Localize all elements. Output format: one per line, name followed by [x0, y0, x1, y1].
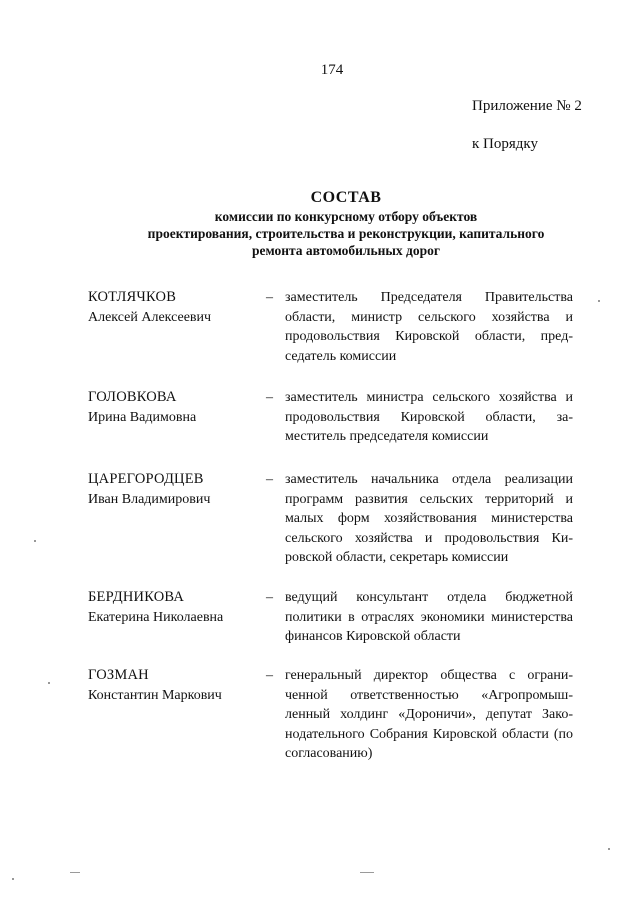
dash-separator: –	[266, 590, 273, 605]
scan-artifact	[598, 300, 600, 302]
document-title	[96, 188, 596, 259]
scan-artifact	[360, 872, 374, 873]
member-surname: ГОЗМАН	[88, 667, 149, 683]
scan-artifact	[12, 878, 14, 880]
member-name	[88, 666, 263, 705]
appendix-line-2: к Порядку	[472, 136, 538, 152]
member-description: генеральный директор общества с ограниченной ответственностью «Агропромышленный холдинг «Дороничи», депутат Законодательного Собрания Кировской области (по согласованию)	[285, 668, 573, 761]
member-description: заместитель министра сельского хозяйства и продовольствия Кировской области, заместитель председателя комиссии	[285, 390, 573, 444]
member-given-name: Алексей Алексеевич	[88, 309, 212, 325]
member-description: ведущий консультант отдела бюджетной политики в отраслях экономики министерства финансов Кировской области	[285, 590, 573, 644]
dash-separator: –	[266, 390, 273, 405]
member-given-name: Константин Маркович	[88, 687, 222, 703]
title-sub-line-1: комиссии по конкурсному отбору объектов	[214, 209, 478, 224]
dash-separator: –	[266, 472, 273, 487]
member-given-name: Ирина Вадимовна	[88, 409, 197, 425]
page-number: 174	[320, 62, 344, 78]
title-sub-line-2: проектирования, строительства и реконструкции, капитального	[147, 226, 545, 241]
member-description: заместитель Председателя Правительства области, министр сельского хозяйства и продовольствия Кировской области, председатель комиссии	[285, 290, 573, 364]
scan-artifact	[48, 682, 50, 684]
dash-separator: –	[266, 290, 273, 305]
member-surname: ГОЛОВКОВА	[88, 389, 177, 405]
title-main: СОСТАВ	[310, 189, 382, 206]
member-given-name: Иван Владимирович	[88, 491, 211, 507]
appendix-reference	[472, 97, 582, 153]
member-name	[88, 288, 263, 327]
scan-artifact	[70, 872, 80, 873]
appendix-line-1: Приложение № 2	[472, 98, 582, 114]
scan-artifact	[34, 540, 36, 542]
member-surname: КОТЛЯЧКОВ	[88, 289, 177, 305]
member-name	[88, 470, 263, 509]
member-surname: БЕРДНИКОВА	[88, 589, 185, 605]
member-description: заместитель начальника отдела реализации программ развития сельских территорий и малых форм хозяйствования министерства сельского хозяйства и продовольствия Кировской области, секретарь комиссии	[285, 472, 573, 565]
member-name	[88, 588, 263, 627]
member-name	[88, 388, 263, 427]
member-given-name: Екатерина Николаевна	[88, 609, 224, 625]
member-surname: ЦАРЕГОРОДЦЕВ	[88, 471, 204, 487]
dash-separator: –	[266, 668, 273, 683]
scan-artifact	[608, 848, 610, 850]
title-sub-line-3: ремонта автомобильных дорог	[251, 243, 441, 258]
